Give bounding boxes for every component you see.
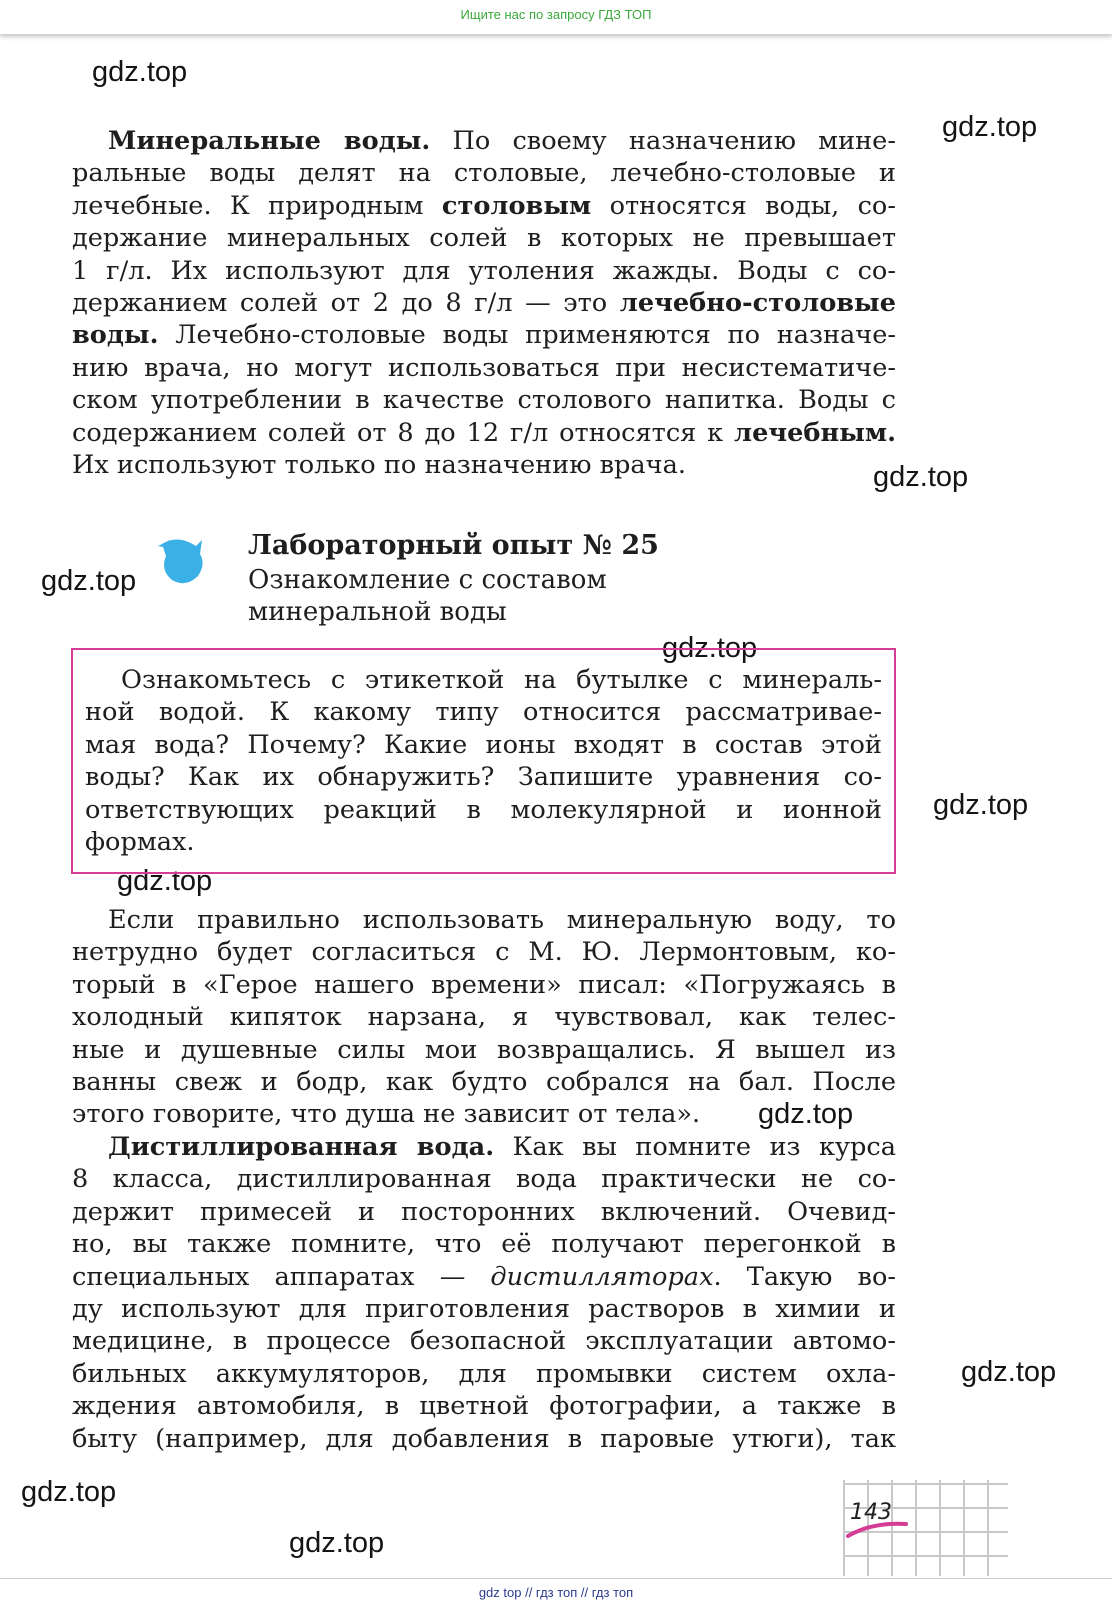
bold-term: Минеральные воды. <box>108 126 431 156</box>
watermark: gdz.top <box>289 1527 385 1559</box>
text-line <box>72 1131 896 1163</box>
text-line: ответствующих реакций в молекулярной и ионной <box>85 794 882 825</box>
text-line: нетрудно будет согласиться с М. Ю. Лермонтовым, ко- <box>72 937 896 968</box>
text-line: холодный кипяток нарзана, я чувствовал, как телес- <box>72 1002 896 1033</box>
text-line: ные и душевные силы мои возвращались. Я вышел из <box>72 1034 896 1065</box>
footer-divider <box>0 1578 1112 1579</box>
task-box <box>71 648 896 874</box>
drop-icon <box>156 534 208 590</box>
text-line <box>72 190 896 222</box>
italic-term: дистилляторах <box>490 1261 714 1292</box>
text-line: Ознакомьтесь с этикеткой на бутылке с минераль- <box>121 665 882 695</box>
text-line <box>72 287 896 319</box>
text-line <box>72 1261 896 1293</box>
text-line: 1 г/л. Их используют для утоления жажды. Воды с со- <box>72 255 896 286</box>
text-line: медицине, в процессе безопасной эксплуатации автомо- <box>72 1326 896 1357</box>
paragraph-lermontov <box>72 904 896 1131</box>
text-line: этого говорите, что душа не зависит от тела». <box>72 1099 701 1130</box>
text-line: мая вода? Почему? Какие ионы входят в состав этой <box>85 729 882 760</box>
top-banner <box>0 0 1112 34</box>
top-banner-text: Ищите нас по запросу ГДЗ ТОП <box>460 7 652 22</box>
text-line: воды? Как их обнаружить? Запишите уравнения со- <box>85 762 882 793</box>
text-span: Как вы помните из курса <box>494 1132 896 1162</box>
text-line: но, вы также помните, что её получают перегонкой в <box>72 1229 896 1260</box>
text-line: ждения автомобиля, в цветной фотографии, а также в <box>72 1391 896 1422</box>
text-line: ральные воды делят на столовые, лечебно-столовые и <box>72 158 896 189</box>
text-line: держит примесей и посторонних включений. Очевид- <box>72 1196 896 1227</box>
watermark: gdz.top <box>117 865 213 897</box>
text-span: Лечебно-столовые воды применяются по назначе- <box>158 320 896 351</box>
paragraph-mineral-water <box>72 125 896 481</box>
text-line <box>72 125 896 157</box>
text-line: торый в «Герое нашего времени» писал: «Погружаясь в <box>72 969 896 1000</box>
text-line: быту (например, для добавления в паровые утюги), так <box>72 1423 896 1454</box>
text-span: держанием солей от 2 до 8 г/л — это <box>72 288 620 319</box>
text-line: Их используют только по назначению врача. <box>72 450 687 481</box>
watermark: gdz.top <box>21 1476 117 1508</box>
text-line: 8 класса, дистиллированная вода практически не со- <box>72 1164 896 1195</box>
text-line: держание минеральных солей в которых не превышает <box>72 223 896 254</box>
watermark: gdz.top <box>758 1098 854 1130</box>
watermark: gdz.top <box>873 461 969 493</box>
watermark: gdz.top <box>41 565 137 597</box>
text-line: нию врача, но могут использоваться при несистематиче- <box>72 352 896 383</box>
text-span: специальных аппаратах — <box>72 1261 491 1292</box>
task-text <box>85 664 882 858</box>
lab-subtitle: минеральной воды <box>248 597 507 627</box>
lab-title: Лабораторный опыт № 25 <box>248 530 659 561</box>
text-span: По своему назначению мине- <box>430 126 896 156</box>
text-span: лечебные. К природным <box>72 190 442 221</box>
text-line <box>72 417 896 449</box>
text-line: Если правильно использовать минеральную воду, то <box>108 905 896 935</box>
text-line: бильных аккумуляторов, для промывки систем охла- <box>72 1358 896 1389</box>
text-span: содержанием солей от 8 до 12 г/л относятся к <box>72 417 735 448</box>
text-line: формах. <box>85 827 195 858</box>
page-number: 143 <box>850 1500 892 1525</box>
page-number-grid <box>832 1480 1008 1576</box>
text-line <box>72 319 896 351</box>
bold-term: лечебным. <box>734 417 896 448</box>
watermark: gdz.top <box>933 789 1029 821</box>
text-line: ду используют для приготовления растворов в химии и <box>72 1294 896 1325</box>
watermark: gdz.top <box>942 111 1038 143</box>
watermark: gdz.top <box>92 56 188 88</box>
watermark: gdz.top <box>662 632 758 664</box>
bold-term: столовым <box>441 190 592 221</box>
watermark: gdz.top <box>961 1356 1057 1388</box>
text-line: ванны свеж и бодр, как будто собрался на бал. После <box>72 1067 896 1098</box>
footer-links: gdz top // гдз топ // гдз топ <box>478 1585 634 1600</box>
text-line: ском употреблении в качестве столового напитка. Воды с <box>72 385 896 416</box>
text-span: . Такую во- <box>713 1261 896 1292</box>
text-span: относятся воды, со- <box>591 190 896 221</box>
paragraph-distilled-water <box>72 1131 896 1455</box>
lab-subtitle: Ознакомление с составом <box>248 565 607 595</box>
bold-term: Дистиллированная вода. <box>108 1132 495 1162</box>
bold-term: воды. <box>72 320 159 351</box>
bold-term: лечебно-столовые <box>619 288 896 319</box>
text-line: ной водой. К какому типу относится рассматривае- <box>85 697 882 728</box>
